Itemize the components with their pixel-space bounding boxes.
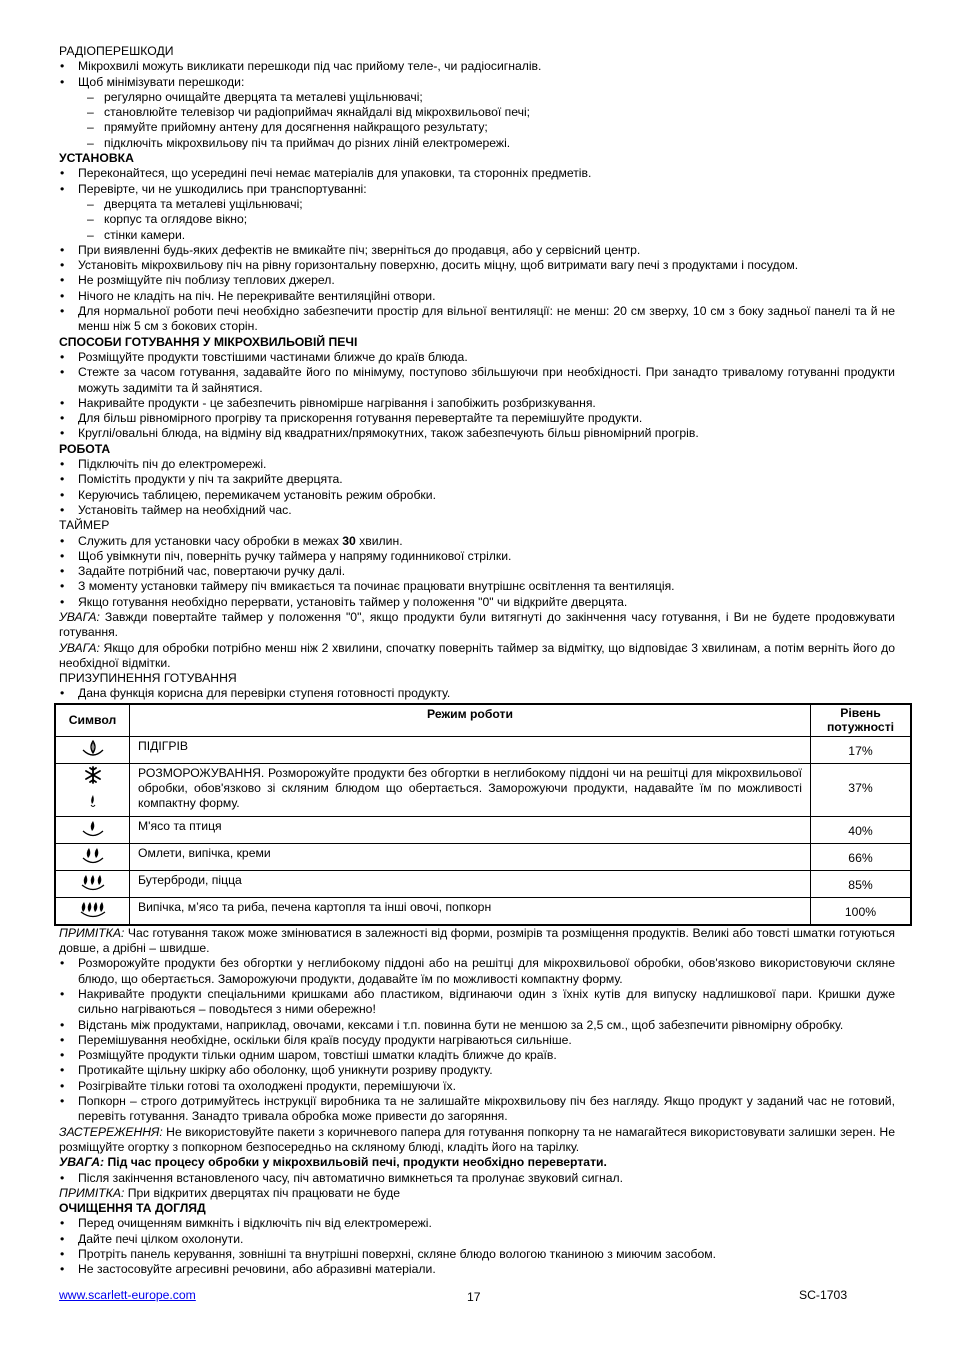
power-table bbox=[54, 703, 912, 926]
reheat-icon bbox=[55, 736, 130, 763]
list-item: • Накривайте продукти - це забезпечить рівномірше нагрівання і запобіжить розбризкування. bbox=[59, 396, 895, 411]
list-item: • Перед очищенням вимкніть і відключіть піч від електромережі. bbox=[59, 1216, 895, 1231]
table-row bbox=[55, 816, 911, 843]
list-item: • Установіть мікрохвильову піч на рівну горизонтальну поверхню, досить міцну, щоб витримати вагу печі з продуктами і посудом. bbox=[59, 258, 895, 273]
operation-list bbox=[59, 457, 895, 518]
list-item: • Якщо готування необхідно перервати, установіть таймер у положення "0" чи відкрийте дверцята. bbox=[59, 595, 895, 610]
table-cell-mode: РОЗМОРОЖУВАННЯ. Розморожуйте продукти без обгортки в неглибокому піддоні чи на решітці для мікрохвильової обробки, обов'язково зі скляним блюдом що обертається. Заморожуючи продукти, надавайте їм по можливості компактну форму. bbox=[130, 763, 811, 816]
table-cell-mode: Бутерброди, піцца bbox=[130, 870, 811, 897]
section-title-methods: СПОСОБИ ГОТУВАННЯ У МІКРОХВИЛЬОВІЙ ПЕЧІ bbox=[59, 334, 358, 349]
attention-turn: УВАГА: Під час процесу обробки у мікрохвильовій печі, продукти необхідно перевертати. bbox=[59, 1155, 607, 1170]
page-number: 17 bbox=[467, 1290, 481, 1304]
website-link[interactable]: www.scarlett-europe.com bbox=[59, 1288, 196, 1302]
flame-4-icon bbox=[55, 897, 130, 925]
list-item: • Підключіть піч до електромережі. bbox=[59, 457, 895, 472]
section-title-pause: ПРИЗУПИНЕННЯ ГОТУВАННЯ bbox=[59, 671, 237, 686]
list-item: • Протріть панель керування, зовнішні та внутрішні поверхні, скляне блюдо вологою тканиною з миючим засобом. bbox=[59, 1247, 895, 1262]
page-content bbox=[59, 44, 895, 1278]
list-item: • Розігрівайте тільки готові та охолоджені продукти, перемішуючи їх. bbox=[59, 1079, 895, 1094]
list-item: • Перевірте, чи не ушкодились при транспортуванні: bbox=[59, 182, 895, 197]
list-item: • Перемішування необхідне, оскільки біля країв посуду продукти нагріваються сильніше. bbox=[59, 1033, 895, 1048]
list-item: • Щоб увімкнути піч, поверніть ручку таймера у напряму годинникової стрілки. bbox=[59, 549, 895, 564]
list-item: – становлюйте телевізор чи радіоприймач якнайдалі від мікрохвильової печі; bbox=[59, 105, 895, 120]
list-item: • Задайте потрібний час, повертаючи ручку далі. bbox=[59, 564, 895, 579]
cleaning-list bbox=[59, 1216, 895, 1277]
list-item: – підключіть мікрохвильову піч та приймач до різних ліній електромережі. bbox=[59, 136, 895, 151]
table-cell-mode: М'ясо та птиця bbox=[130, 816, 811, 843]
section-title-install: УСТАНОВКА bbox=[59, 151, 134, 166]
list-item: • З моменту установки таймеру піч вмикається та починає працювати внутрішнє освітлення та вентиляція. bbox=[59, 579, 895, 594]
list-item: • Розміщуйте продукти тільки одним шаром, товстіші шматки кладіть ближче до країв. bbox=[59, 1048, 895, 1063]
list-item: – корпус та оглядове вікно; bbox=[59, 212, 895, 227]
list-item: • При виявленні будь-яких дефектів не вмикайте піч; зверніться до продавця, або у сервісний центр. bbox=[59, 243, 895, 258]
list-item: • Попкорн – строго дотримуйтесь інструкції виробника та не залишайте мікрохвильову піч без нагляду. Якщо продукт у заданий час не готовий, перевіть готування. Занадто тривала обробка може привести до загоряння. bbox=[59, 1094, 895, 1125]
list-item: • Мікрохвилі можуть викликати перешкоди під час прийому теле-, чи радіосигналів. bbox=[59, 59, 895, 74]
table-row bbox=[55, 763, 911, 816]
note-door: ПРИМІТКА: При відкритих дверцятах піч працювати не буде bbox=[59, 1185, 400, 1200]
list-item: • Служить для установки часу обробки в межах 30 хвилин. bbox=[59, 534, 895, 549]
timer-note-2: УВАГА: Якщо для обробки потрібно менш ніж 2 хвилини, спочатку поверніть таймер за відмітку, що відповідає 3 хвилинам, а потім верніть його до необхідної відмітки. bbox=[59, 640, 895, 670]
list-item: • Для нормальної роботи печі необхідно забезпечити простір для вільної вентиляції: не менш: 20 см зверху, 10 см з боку задньої панелі та й не менш ніж 5 см з бокових сторін. bbox=[59, 304, 895, 335]
end-list bbox=[59, 1171, 895, 1186]
list-item: • Переконайтеся, що усередині печі немає матеріалів для упаковки, та сторонніх предметів. bbox=[59, 166, 895, 181]
list-item: • Не розміщуйте піч поблизу теплових джерел. bbox=[59, 273, 895, 288]
list-item: • Установіть таймер на необхідний час. bbox=[59, 503, 895, 518]
methods-list bbox=[59, 350, 895, 442]
table-cell-mode: ПІДІГРІВ bbox=[130, 736, 811, 763]
list-item: • Після закінчення встановленого часу, піч автоматично вимкнеться та пролунає звуковий сигнал. bbox=[59, 1171, 895, 1186]
list-item: • Стежте за часом готування, задавайте його по мінімуму, поступово збільшуючи при необхідності. При занадто тривалому готуванні продукти можуть задиміти та й зайнятися. bbox=[59, 365, 895, 396]
list-item: • Помістіть продукти у піч та закрийте дверцята. bbox=[59, 472, 895, 487]
table-header-row bbox=[55, 704, 911, 737]
defrost-icon bbox=[55, 763, 130, 816]
warning-popcorn: ЗАСТЕРЕЖЕННЯ: Не використовуйте пакети з коричневого папера для готування попкорну та не намагайтеся використовувати залишки зерен. Не розміщуйте огортку з попкорном безпосередньо на скляному блюді, кладіть його на тарілку. bbox=[59, 1124, 895, 1154]
header-power: Рівень потужності bbox=[811, 704, 912, 737]
header-mode: Режим роботи bbox=[130, 704, 811, 737]
list-item: • Керуючись таблицею, перемикачем установіть режим обробки. bbox=[59, 488, 895, 503]
table-row bbox=[55, 736, 911, 763]
table-row bbox=[55, 870, 911, 897]
list-item: • Відстань між продуктами, наприклад, овочами, кексами і т.п. повинна бути не меншою за 2,5 см., щоб забезпечити рівномірну обробку. bbox=[59, 1018, 895, 1033]
section-title-radio: РАДІОПЕРЕШКОДИ bbox=[59, 44, 174, 58]
radio-list bbox=[59, 59, 895, 151]
section-title-cleaning: ОЧИЩЕННЯ ТА ДОГЛЯД bbox=[59, 1201, 206, 1216]
note-cooking-time: ПРИМІТКА: Час готування також може змінюватися в залежності від форми, розмірів та розміщення продуктів. Великі або товсті шматки готуються довше, а дрібні – швидше. bbox=[59, 925, 895, 956]
list-item: • Розморожуйте продукти без обгортки у неглибокому піддоні або на решітці для мікрохвильової обробки, обов'язково використовуючи скляне блюдо, що обертається. Заморожуючи продукти, додавайте їм по можливості компактну форму. bbox=[59, 956, 895, 987]
list-item: • Для більш рівномірного прогріву та прискорення готування перевертайте та перемішуйте продукти. bbox=[59, 411, 895, 426]
table-cell-power: 40% bbox=[811, 816, 912, 843]
table-cell-power: 85% bbox=[811, 870, 912, 897]
table-row bbox=[55, 843, 911, 870]
list-item: • Нічого не кладіть на піч. Не перекривайте вентиляційні отвори. bbox=[59, 289, 895, 304]
list-item: • Накривайте продукти спеціальними кришками або пластиком, відгинаючи один з їхніх кутів для випуску надлишкової пари. Кришки дуже сильно нагріваються – поводьтеся з ними обережно! bbox=[59, 987, 895, 1018]
section-title-timer: ТАЙМЕР bbox=[59, 518, 110, 533]
table-cell-power: 100% bbox=[811, 897, 912, 925]
list-item: • Щоб мінімізувати перешкоди: bbox=[59, 75, 895, 90]
timer-note-1: УВАГА: Завжди повертайте таймер у положення "0", якщо продукти були витягнуті до закінчення часу готування, і Ви не будете продовжувати готування. bbox=[59, 609, 895, 640]
list-item: • Протикайте щільну шкірку або оболонку, щоб уникнути розриву продукту. bbox=[59, 1063, 895, 1078]
table-cell-mode: Випічка, м’ясо та риба, печена картопля та інші овочі, попкорн bbox=[130, 897, 811, 925]
list-item: – регулярно очищайте дверцята та металеві ущільнювачі; bbox=[59, 90, 895, 105]
notes-list bbox=[59, 956, 895, 1124]
table-cell-power: 17% bbox=[811, 736, 912, 763]
flame-1-icon bbox=[55, 816, 130, 843]
install-list bbox=[59, 166, 895, 334]
table-cell-power: 37% bbox=[811, 763, 912, 816]
model-number: SC-1703 bbox=[799, 1288, 848, 1302]
list-item: • Дайте печі цілком охолонути. bbox=[59, 1232, 895, 1247]
table-cell-mode: Омлети, випічка, креми bbox=[130, 843, 811, 870]
flame-3-icon bbox=[55, 870, 130, 897]
list-item: – прямуйте прийомну антену для досягнення найкращого результату; bbox=[59, 120, 895, 135]
list-item: – дверцята та металеві ущільнювачі; bbox=[59, 197, 895, 212]
list-item: • Не застосовуйте агресивні речовини, або абразивні матеріали. bbox=[59, 1262, 895, 1277]
pause-list bbox=[59, 686, 895, 701]
timer-list bbox=[59, 534, 895, 610]
list-item: – стінки камери. bbox=[59, 228, 895, 243]
table-row bbox=[55, 897, 911, 925]
header-symbol: Символ bbox=[55, 704, 130, 737]
table-cell-power: 66% bbox=[811, 843, 912, 870]
section-title-operation: РОБОТА bbox=[59, 441, 111, 456]
list-item: • Дана функція корисна для перевірки ступеня готовності продукту. bbox=[59, 686, 895, 701]
list-item: • Круглі/овальні блюда, на відміну від квадратних/прямокутних, також забезпечують більш рівномірний прогрів. bbox=[59, 426, 895, 441]
flame-2-icon bbox=[55, 843, 130, 870]
list-item: • Розміщуйте продукти товстішими частинами ближче до країв блюда. bbox=[59, 350, 895, 365]
